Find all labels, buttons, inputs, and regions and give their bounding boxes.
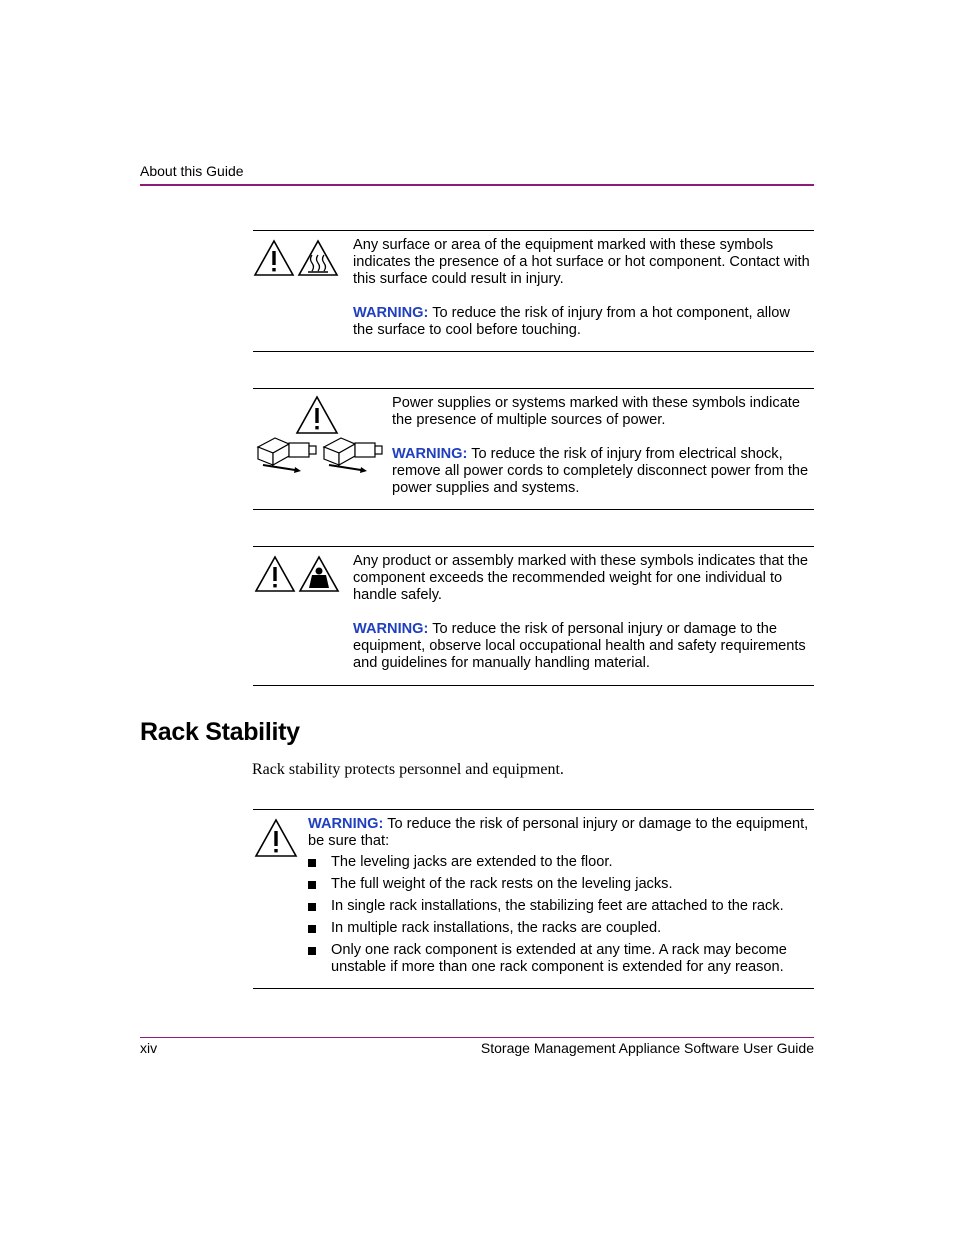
rack-warning	[308, 816, 810, 850]
heavy-weight-icon	[298, 555, 340, 593]
warning-label: WARNING:	[392, 446, 468, 462]
section-title: Rack Stability	[140, 718, 300, 746]
notice-warning	[353, 305, 810, 339]
list-item: In single rack installations, the stabilizing feet are attached to the rack.	[308, 898, 810, 915]
header-rule	[140, 184, 814, 186]
rack-checklist	[308, 854, 810, 976]
hot-surface-icon	[297, 239, 339, 277]
warning-triangle-icon	[254, 555, 296, 593]
warning-triangle-icon	[253, 239, 295, 277]
warning-text: To reduce the risk of personal injury or damage to the equipment, observe local occupational health and safety requirements and guidelines for manually handling material.	[353, 621, 806, 671]
heavy-weight-notice	[253, 546, 814, 686]
hot-surface-notice	[253, 230, 814, 352]
section-intro: Rack stability protects personnel and equipment.	[252, 761, 564, 778]
bullet-square-icon	[308, 859, 316, 867]
list-item: In multiple rack installations, the racks are coupled.	[308, 920, 810, 937]
warning-text: To reduce the risk of injury from electrical shock, remove all power cords to completely disconnect power from the power supplies and systems.	[392, 446, 809, 496]
warning-label: WARNING:	[308, 816, 384, 832]
bullet-square-icon	[308, 925, 316, 933]
power-cord-icon	[321, 435, 385, 473]
power-sources-notice	[253, 388, 814, 510]
bullet-square-icon	[308, 903, 316, 911]
warning-text: To reduce the risk of personal injury or damage to the equipment, be sure that:	[308, 816, 809, 849]
warning-text: To reduce the risk of injury from a hot component, allow the surface to cool before touching.	[353, 305, 790, 338]
notice-description: Any surface or area of the equipment marked with these symbols indicates the presence of a hot surface or hot component. Contact with this surface could result in injury.	[353, 237, 810, 287]
running-header: About this Guide	[140, 163, 244, 179]
page-number: xiv	[140, 1040, 158, 1056]
list-item: The leveling jacks are extended to the floor.	[308, 854, 810, 871]
list-item: Only one rack component is extended at any time. A rack may become unstable if more than one rack component is extended for any reason.	[308, 942, 810, 976]
warning-label: WARNING:	[353, 305, 429, 321]
warning-triangle-icon	[254, 818, 298, 858]
rack-stability-warning	[253, 809, 814, 989]
bullet-square-icon	[308, 881, 316, 889]
bullet-square-icon	[308, 947, 316, 955]
power-cord-icon	[255, 435, 319, 473]
notice-description: Power supplies or systems marked with these symbols indicate the presence of multiple sources of power.	[392, 395, 800, 428]
notice-description: Any product or assembly marked with these symbols indicates that the component exceeds the recommended weight for one individual to handle safely.	[353, 553, 809, 603]
notice-warning	[392, 446, 810, 497]
document-title: Storage Management Appliance Software User Guide	[480, 1040, 814, 1056]
footer-rule	[140, 1037, 814, 1038]
warning-triangle-icon	[295, 395, 339, 435]
warning-label: WARNING:	[353, 621, 429, 637]
list-item: The full weight of the rack rests on the leveling jacks.	[308, 876, 810, 893]
notice-warning	[353, 621, 810, 672]
